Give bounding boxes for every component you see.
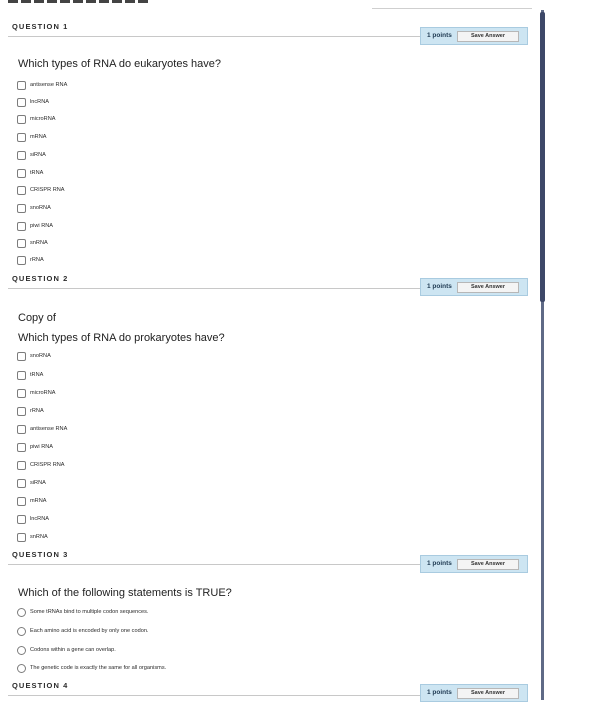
question-number: QUESTION 2 (12, 274, 69, 283)
save-answer-button[interactable]: Save Answer (457, 282, 519, 293)
question-prefix: Copy of (18, 312, 56, 324)
option-label[interactable]: piwi RNA (30, 223, 54, 229)
points-label: 1 points (427, 32, 452, 39)
option-checkbox[interactable] (17, 461, 26, 470)
option[interactable] (17, 96, 49, 108)
option[interactable] (17, 662, 166, 674)
save-answer-button[interactable]: Save Answer (457, 31, 519, 42)
question-number: QUESTION 4 (12, 681, 69, 690)
save-answer-button[interactable]: Save Answer (457, 688, 519, 699)
option-label[interactable]: piwi RNA (30, 444, 54, 450)
option[interactable] (17, 513, 49, 525)
option-checkbox[interactable] (17, 533, 26, 542)
option-label[interactable]: lncRNA (30, 99, 49, 105)
option-radio[interactable] (17, 627, 26, 636)
option-checkbox[interactable] (17, 443, 26, 452)
cut-off-question-header (8, 0, 148, 3)
save-answer-button[interactable]: Save Answer (457, 559, 519, 570)
option[interactable] (17, 606, 148, 618)
option-checkbox[interactable] (17, 352, 26, 361)
option-label[interactable]: snRNA (30, 240, 48, 246)
option[interactable] (17, 369, 43, 381)
option-checkbox[interactable] (17, 371, 26, 380)
option-label[interactable]: mRNA (30, 498, 47, 504)
points-label: 1 points (427, 689, 452, 696)
divider (372, 8, 532, 9)
option[interactable] (17, 387, 55, 399)
option[interactable] (17, 202, 51, 214)
points-bar (420, 278, 528, 296)
option[interactable] (17, 131, 46, 143)
option[interactable] (17, 254, 44, 266)
option[interactable] (17, 350, 51, 362)
option-label[interactable]: snoRNA (30, 205, 51, 211)
option-label[interactable]: Each amino acid is encoded by only one codon. (30, 628, 149, 634)
points-bar (420, 27, 528, 45)
option-label[interactable]: snRNA (30, 534, 48, 540)
option[interactable] (17, 167, 43, 179)
option-checkbox[interactable] (17, 515, 26, 524)
option-label[interactable]: CRISPR RNA (30, 187, 65, 193)
option-checkbox[interactable] (17, 479, 26, 488)
option-checkbox[interactable] (17, 256, 26, 265)
option-label[interactable]: tRNA (30, 372, 44, 378)
option[interactable] (17, 644, 116, 656)
option-checkbox[interactable] (17, 239, 26, 248)
option-label[interactable]: Some tRNAs bind to multiple codon sequences. (30, 609, 149, 615)
option-checkbox[interactable] (17, 169, 26, 178)
question-number: QUESTION 3 (12, 550, 69, 559)
option-label[interactable]: mRNA (30, 134, 47, 140)
option-checkbox[interactable] (17, 389, 26, 398)
option[interactable] (17, 441, 53, 453)
option-label[interactable]: antisense RNA (30, 82, 68, 88)
option-label[interactable]: The genetic code is exactly the same for all organisms. (30, 665, 167, 671)
option-checkbox[interactable] (17, 151, 26, 160)
option[interactable] (17, 423, 67, 435)
option-label[interactable]: siRNA (30, 480, 46, 486)
option-label[interactable]: snoRNA (30, 353, 51, 359)
question-text: Which types of RNA do prokaryotes have? (18, 332, 225, 344)
scrollbar-thumb[interactable] (540, 12, 545, 302)
points-label: 1 points (427, 283, 452, 290)
option-label[interactable]: siRNA (30, 152, 46, 158)
option[interactable] (17, 477, 46, 489)
option-label[interactable]: CRISPR RNA (30, 462, 65, 468)
option-radio[interactable] (17, 664, 26, 673)
option-label[interactable]: microRNA (30, 116, 56, 122)
option[interactable] (17, 220, 53, 232)
points-label: 1 points (427, 560, 452, 567)
option-checkbox[interactable] (17, 222, 26, 231)
option[interactable] (17, 459, 65, 471)
option-checkbox[interactable] (17, 81, 26, 90)
option-radio[interactable] (17, 646, 26, 655)
option-label[interactable]: tRNA (30, 170, 44, 176)
option[interactable] (17, 79, 67, 91)
question-text: Which types of RNA do eukaryotes have? (18, 58, 221, 70)
option-checkbox[interactable] (17, 115, 26, 124)
option-checkbox[interactable] (17, 407, 26, 416)
option-label[interactable]: lncRNA (30, 516, 49, 522)
question-text: Which of the following statements is TRUE? (18, 587, 232, 599)
option-label[interactable]: microRNA (30, 390, 56, 396)
option-checkbox[interactable] (17, 133, 26, 142)
option-label[interactable]: rRNA (30, 257, 44, 263)
option-checkbox[interactable] (17, 204, 26, 213)
option[interactable] (17, 184, 65, 196)
option[interactable] (17, 237, 48, 249)
option[interactable] (17, 531, 48, 543)
option-radio[interactable] (17, 608, 26, 617)
option[interactable] (17, 625, 148, 637)
points-bar (420, 555, 528, 573)
option[interactable] (17, 113, 55, 125)
option-label[interactable]: Codons within a gene can overlap. (30, 647, 116, 653)
points-bar (420, 684, 528, 702)
option-checkbox[interactable] (17, 98, 26, 107)
option[interactable] (17, 405, 44, 417)
option[interactable] (17, 495, 46, 507)
option-checkbox[interactable] (17, 497, 26, 506)
question-number: QUESTION 1 (12, 22, 69, 31)
option-checkbox[interactable] (17, 425, 26, 434)
option-label[interactable]: antisense RNA (30, 426, 68, 432)
option-label[interactable]: rRNA (30, 408, 44, 414)
option-checkbox[interactable] (17, 186, 26, 195)
option[interactable] (17, 149, 46, 161)
